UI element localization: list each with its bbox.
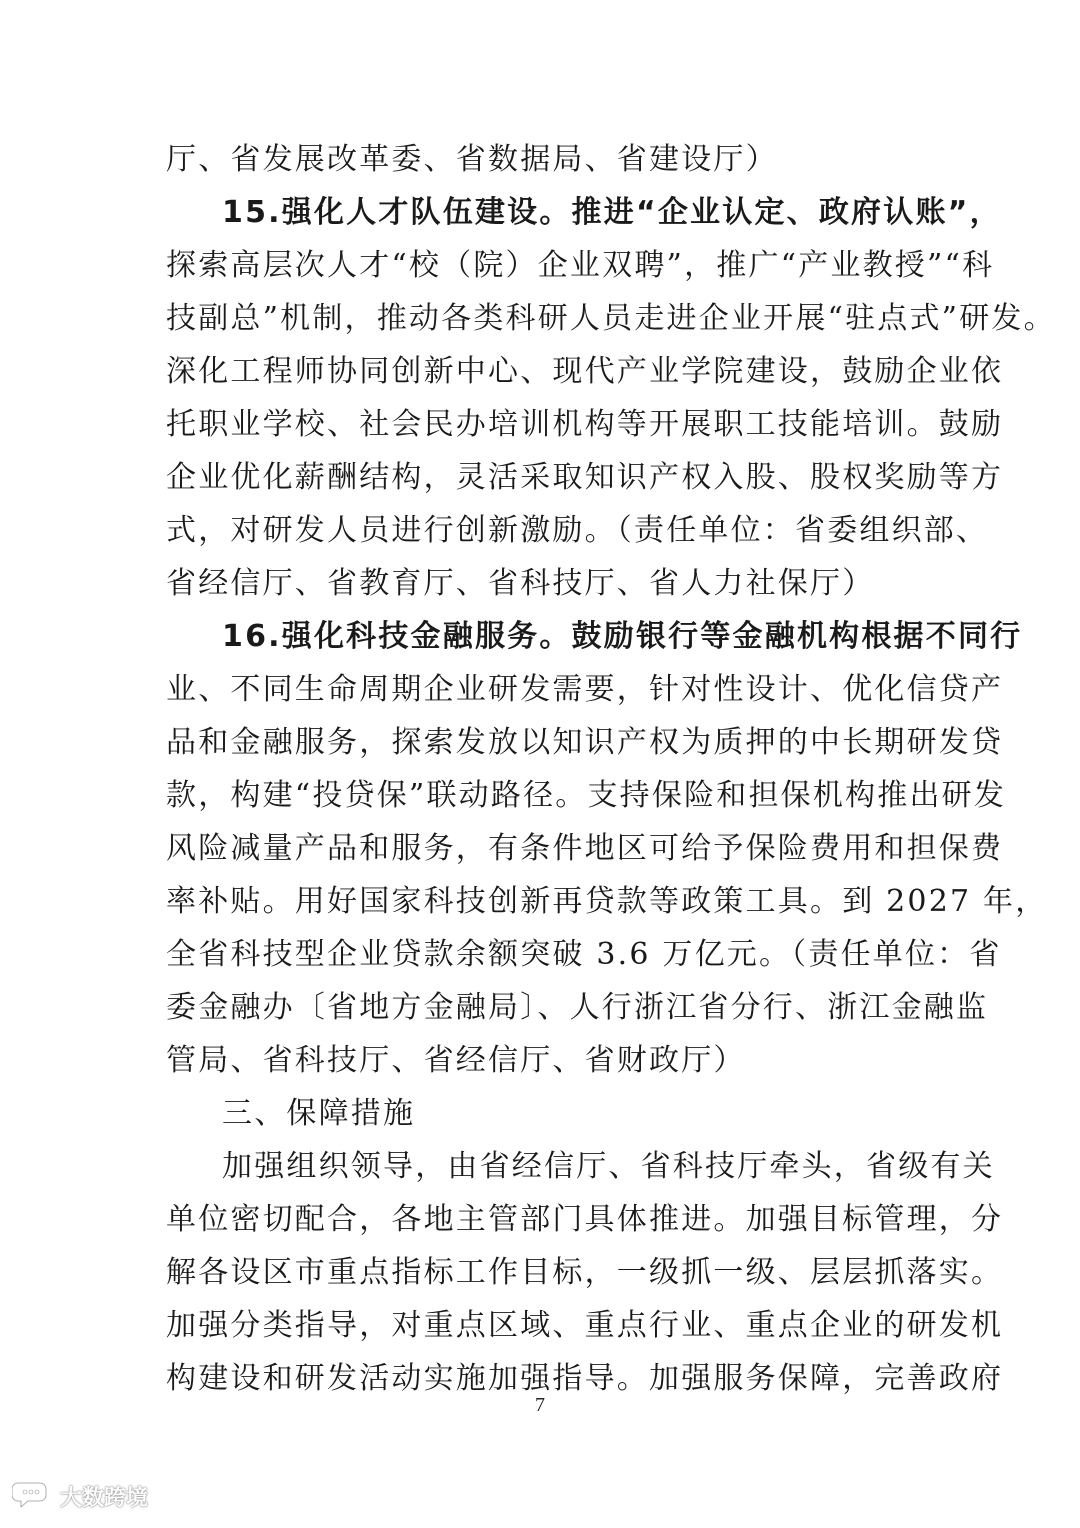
section-heading: 三、保障措施 bbox=[222, 1096, 416, 1131]
page-number: 7 bbox=[535, 1394, 545, 1416]
text-line: 式，对研发人员进行创新激励。（责任单位：省委组织部、 bbox=[166, 513, 989, 548]
text-line: 解各设区市重点指标工作目标，一级抓一级、层层抓落实。 bbox=[166, 1255, 1004, 1290]
text-line: 款，构建“投贷保”联动路径。支持保险和担保机构推出研发 bbox=[166, 778, 1007, 813]
speech-bubble-logo-icon bbox=[12, 1479, 54, 1513]
text-line bbox=[222, 619, 1023, 655]
text-line: 业、不同生命周期企业研发需要，针对性设计、优化信贷产 bbox=[166, 672, 1004, 707]
text-line: 探索高层次人才“校（院）企业双聘”，推广“产业教授”“科 bbox=[166, 248, 995, 283]
text-line: 品和金融服务，探索发放以知识产权为质押的中长期研发贷 bbox=[166, 725, 1004, 760]
text-line: 委金融办〔省地方金融局〕、人行浙江省分行、浙江金融监 bbox=[166, 990, 989, 1025]
text-line bbox=[222, 195, 1002, 231]
text-line: 加强组织领导，由省经信厅、省科技厅牵头，省级有关 bbox=[222, 1149, 995, 1184]
text-line: 厅、省发展改革委、省数据局、省建设厅） bbox=[166, 142, 778, 177]
text-line: 全省科技型企业贷款余额突破 3.6 万亿元。（责任单位：省 bbox=[166, 937, 1002, 972]
watermark bbox=[12, 1478, 148, 1514]
text-line: 管局、省科技厅、省经信厅、省财政厅） bbox=[166, 1043, 746, 1078]
text-line: 风险减量产品和服务，有条件地区可给予保险费用和担保费 bbox=[166, 831, 1004, 866]
text-line: 省经信厅、省教育厅、省科技厅、省人力社保厅） bbox=[166, 566, 875, 601]
text-line: 构建设和研发活动实施加强指导。加强服务保障，完善政府 bbox=[166, 1361, 1004, 1396]
text-line: 托职业学校、社会民办培训机构等开展职工技能培训。鼓励 bbox=[166, 407, 1004, 442]
text-line: 技副总”机制，推动各类科研人员走进企业开展“驻点式”研发。 bbox=[166, 301, 1056, 336]
text-line: 企业优化薪酬结构，灵活采取知识产权入股、股权奖励等方 bbox=[166, 460, 1004, 495]
clause-heading-16: 16.强化科技金融服务。鼓励银行等金融机构根据不同行 bbox=[222, 619, 1023, 654]
text-line: 单位密切配合，各地主管部门具体推进。加强目标管理，分 bbox=[166, 1202, 1004, 1237]
text-line: 率补贴。用好国家科技创新再贷款等政策工具。到 2027 年， bbox=[166, 884, 1048, 919]
text-line: 加强分类指导，对重点区域、重点行业、重点企业的研发机 bbox=[166, 1308, 1004, 1343]
text-line: 深化工程师协同创新中心、现代产业学院建设，鼓励企业依 bbox=[166, 354, 1004, 389]
watermark-text: 大数跨境 bbox=[60, 1485, 149, 1511]
clause-heading-15: 15.强化人才队伍建设。推进“企业认定、政府认账”， bbox=[222, 195, 1002, 230]
